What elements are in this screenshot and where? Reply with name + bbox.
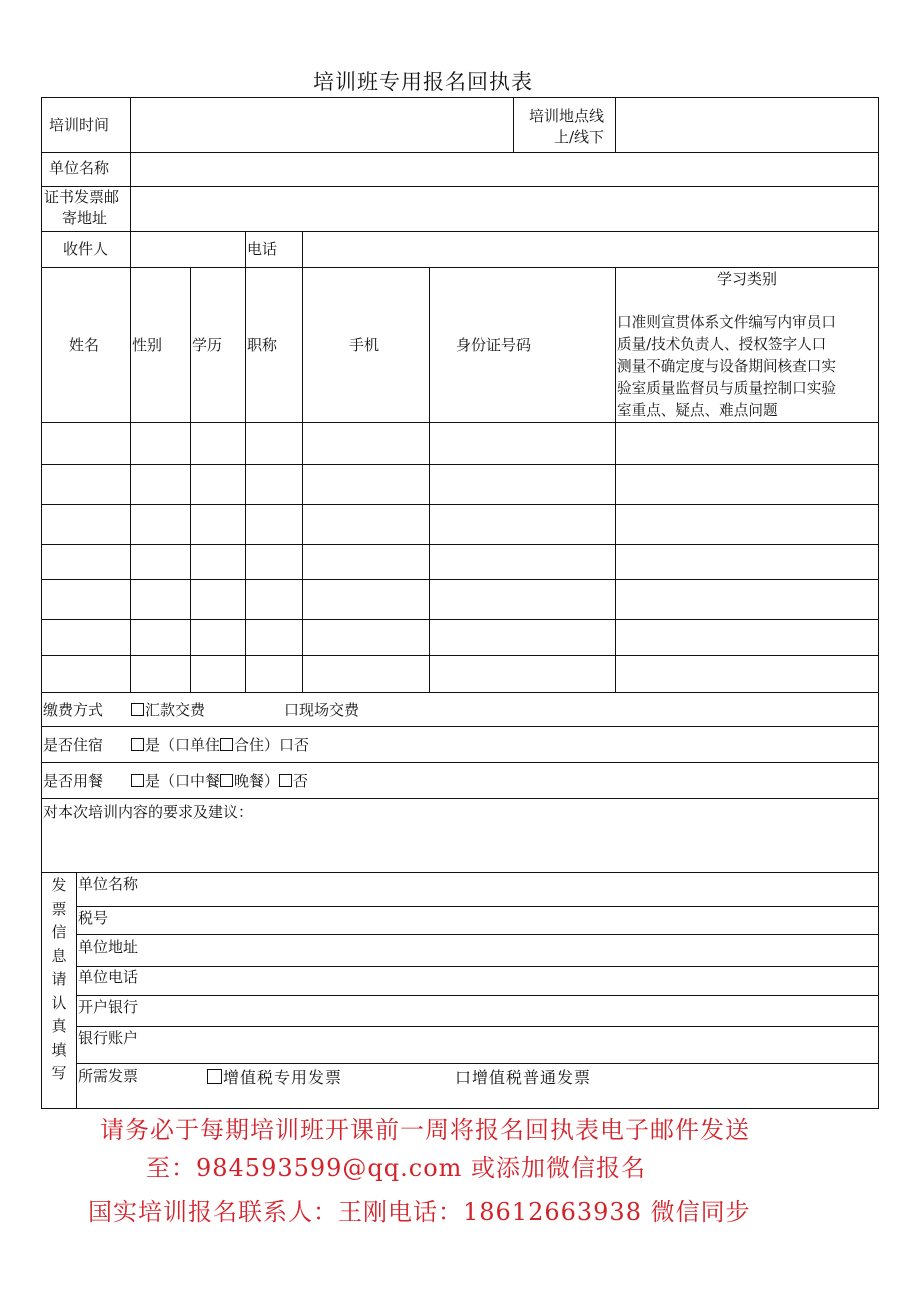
invoice-tax-id-label: 税号: [78, 909, 109, 927]
invoice-bank-label: 开户银行: [78, 998, 139, 1016]
invoice-type-label: 所需发票: [78, 1067, 139, 1085]
invoice-option-normal[interactable]: 口增值税普通发票: [455, 1068, 592, 1087]
suggestion-field[interactable]: [42, 825, 878, 872]
invoice-side-label: [48, 874, 70, 1086]
checkbox-icon[interactable]: [279, 774, 292, 787]
training-place-label-line2: 上/线下: [553, 128, 605, 146]
checkbox-icon[interactable]: [207, 1069, 222, 1084]
meals-option-text: 是（口中餐: [145, 772, 221, 790]
training-place-label-line1: 培训地点线: [529, 107, 605, 125]
header-name: 姓名: [69, 336, 100, 354]
training-place-field[interactable]: [616, 98, 877, 151]
notice-line-3: 国实培训报名联系人：王刚电话：18612663938 微信同步: [88, 1198, 751, 1226]
mailing-address-label: [44, 187, 119, 229]
mailing-address-label-line1: 证书发票邮: [44, 188, 120, 206]
payment-label: 缴费方式: [43, 701, 104, 719]
invoice-side-char: 写: [51, 1064, 67, 1082]
lodging-label: 是否住宿: [43, 736, 104, 754]
checkbox-icon[interactable]: [220, 774, 233, 787]
checkbox-icon[interactable]: [131, 703, 144, 716]
mailing-address-field[interactable]: [131, 187, 877, 231]
study-type-options: [617, 312, 836, 422]
meals-option-text3: 否: [293, 772, 309, 790]
study-option-line: 验室质量监督员与质量控制口实验: [617, 380, 836, 397]
invoice-phone-label: 单位电话: [78, 968, 139, 986]
training-time-field[interactable]: [131, 98, 512, 151]
recipient-label: 收件人: [63, 240, 109, 258]
invoice-option-special[interactable]: [207, 1067, 342, 1089]
invoice-side-char: 认: [51, 993, 67, 1012]
notice-line-2: 至：984593599@qq.com 或添加微信报名: [146, 1154, 647, 1182]
invoice-side-char: 票: [51, 899, 67, 918]
meals-label: 是否用餐: [43, 772, 104, 790]
invoice-side-char: 填: [51, 1040, 67, 1059]
study-option-line: 口准则宣贯体系文件编写内审员口: [617, 314, 836, 331]
training-place-label: [529, 106, 604, 148]
header-education: 学历: [192, 336, 223, 354]
lodging-option-text2: 合住）口否: [234, 736, 310, 754]
study-option-line: 室重点、疑点、难点问题: [617, 402, 778, 419]
header-gender: 性别: [132, 336, 163, 354]
invoice-account-label: 银行账户: [78, 1029, 139, 1047]
company-name-label: 单位名称: [49, 159, 110, 177]
registration-form: [41, 97, 879, 1109]
lodging-options[interactable]: [131, 734, 309, 756]
header-mobile: 手机: [349, 336, 380, 354]
checkbox-icon[interactable]: [131, 774, 144, 787]
phone-field[interactable]: [303, 232, 877, 267]
payment-option-transfer-text: 汇款交费: [145, 701, 206, 719]
payment-option-onsite[interactable]: 口现场交费: [284, 701, 360, 719]
invoice-side-char: 真: [51, 1017, 67, 1035]
training-time-label: 培训时间: [49, 116, 110, 134]
invoice-side-char: 息: [51, 946, 67, 965]
checkbox-icon[interactable]: [131, 738, 144, 751]
phone-label: 电话: [247, 240, 278, 258]
invoice-side-char: 信: [51, 923, 67, 941]
header-study-type: 学习类别: [716, 270, 777, 288]
notice-line-1: 请务必于每期培训班开课前一周将报名回执表电子邮件发送: [100, 1116, 750, 1144]
invoice-address-label: 单位地址: [78, 938, 139, 956]
invoice-side-char: 请: [51, 970, 67, 988]
study-option-line: 测量不确定度与设备期间核查口实: [617, 358, 836, 375]
meals-option-text2: 晚餐）: [234, 772, 280, 790]
header-title: 职称: [247, 336, 278, 354]
checkbox-icon[interactable]: [220, 738, 233, 751]
header-id-number: 身份证号码: [456, 336, 532, 354]
study-option-line: 质量/技术负责人、授权签字人口: [617, 336, 827, 353]
invoice-option-special-text: 增值税专用发票: [223, 1068, 343, 1087]
payment-option-transfer[interactable]: [131, 699, 205, 721]
lodging-option-text: 是（口单住: [145, 736, 221, 754]
recipient-field[interactable]: [131, 232, 244, 267]
invoice-side-char: 发: [51, 876, 67, 894]
mailing-address-label-line2: 寄地址: [62, 209, 108, 227]
form-title: 培训班专用报名回执表: [313, 70, 533, 94]
meals-options[interactable]: [131, 770, 308, 792]
company-name-field[interactable]: [131, 153, 877, 186]
invoice-company-label: 单位名称: [78, 875, 139, 893]
suggestion-label: 对本次培训内容的要求及建议：: [43, 803, 254, 821]
